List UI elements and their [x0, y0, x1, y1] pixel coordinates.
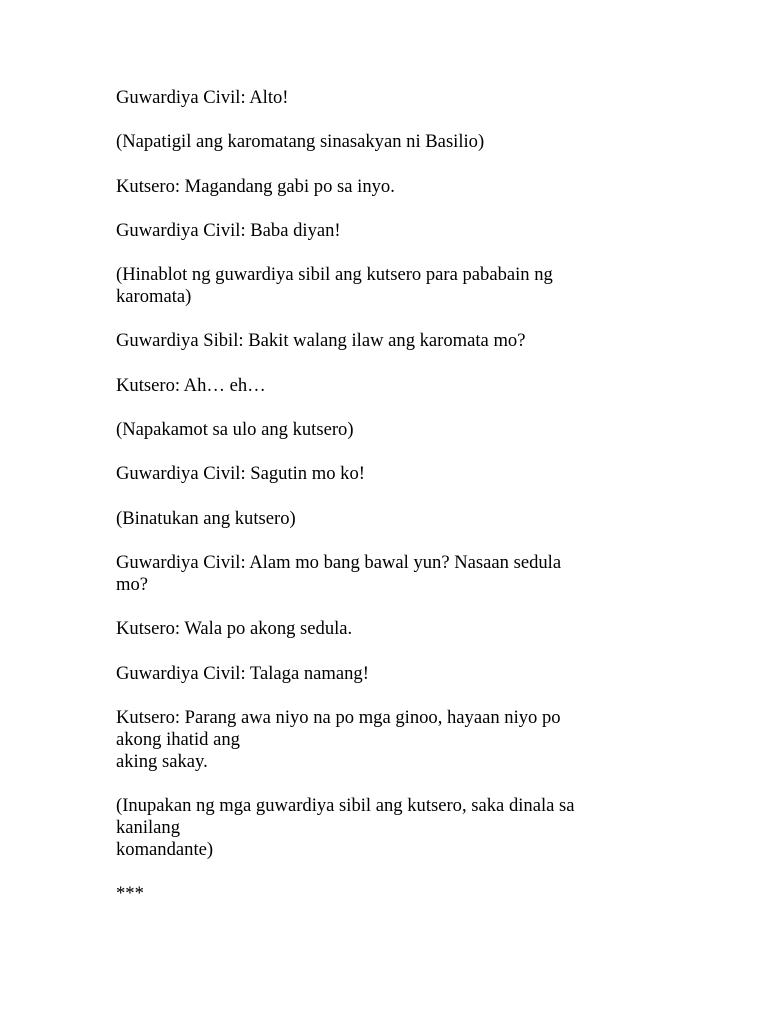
dialogue-line	[116, 176, 676, 198]
text-line: Guwardiya Civil: Talaga namang!	[116, 662, 369, 684]
text-line: mo?	[116, 573, 149, 595]
text-line: komandante)	[116, 839, 214, 861]
stage-direction	[116, 795, 676, 861]
dialogue-line	[116, 618, 676, 640]
text-line: Guwardiya Civil: Alto!	[116, 87, 289, 108]
text-line: kanilang	[116, 817, 181, 839]
text-line: akong ihatid ang	[116, 728, 240, 750]
stage-direction	[116, 419, 676, 441]
text-line: Kutsero: Wala po akong sedula.	[116, 618, 353, 640]
dialogue-line	[116, 707, 676, 773]
text-line: (Napakamot sa ulo ang kutsero)	[116, 419, 354, 441]
text-line: karomata)	[116, 286, 192, 308]
text-line: Kutsero: Magandang gabi po sa inyo.	[116, 175, 395, 197]
dialogue-line	[116, 220, 676, 242]
text-line: (Binatukan ang kutsero)	[116, 507, 296, 529]
stage-direction	[116, 264, 676, 308]
dialogue-line	[116, 463, 676, 485]
text-line: aking sakay.	[116, 750, 208, 772]
dialogue-line	[116, 375, 676, 397]
dialogue-line	[116, 87, 676, 109]
text-line: Guwardiya Civil: Alam mo bang bawal yun? Nasaan sedula	[116, 551, 562, 573]
separator-text: ***	[116, 883, 144, 905]
stage-direction	[116, 131, 676, 153]
dialogue-line	[116, 552, 676, 596]
stage-direction	[116, 508, 676, 530]
dialogue-line	[116, 330, 676, 352]
scene-separator	[116, 883, 676, 905]
text-line: (Inupakan ng mga guwardiya sibil ang kutsero, saka dinala sa	[116, 795, 575, 817]
text-line: Kutsero: Parang awa niyo na po mga ginoo, hayaan niyo po	[116, 706, 561, 728]
text-line: Guwardiya Sibil: Bakit walang ilaw ang karomata mo?	[116, 330, 526, 352]
text-line: Guwardiya Civil: Baba diyan!	[116, 219, 341, 241]
document-body	[116, 87, 676, 905]
dialogue-line	[116, 663, 676, 685]
text-line: (Napatigil ang karomatang sinasakyan ni Basilio)	[116, 131, 485, 153]
text-line: Kutsero: Ah… eh…	[116, 374, 266, 396]
text-line: (Hinablot ng guwardiya sibil ang kutsero para pababain ng	[116, 264, 553, 286]
text-line: Guwardiya Civil: Sagutin mo ko!	[116, 463, 365, 485]
